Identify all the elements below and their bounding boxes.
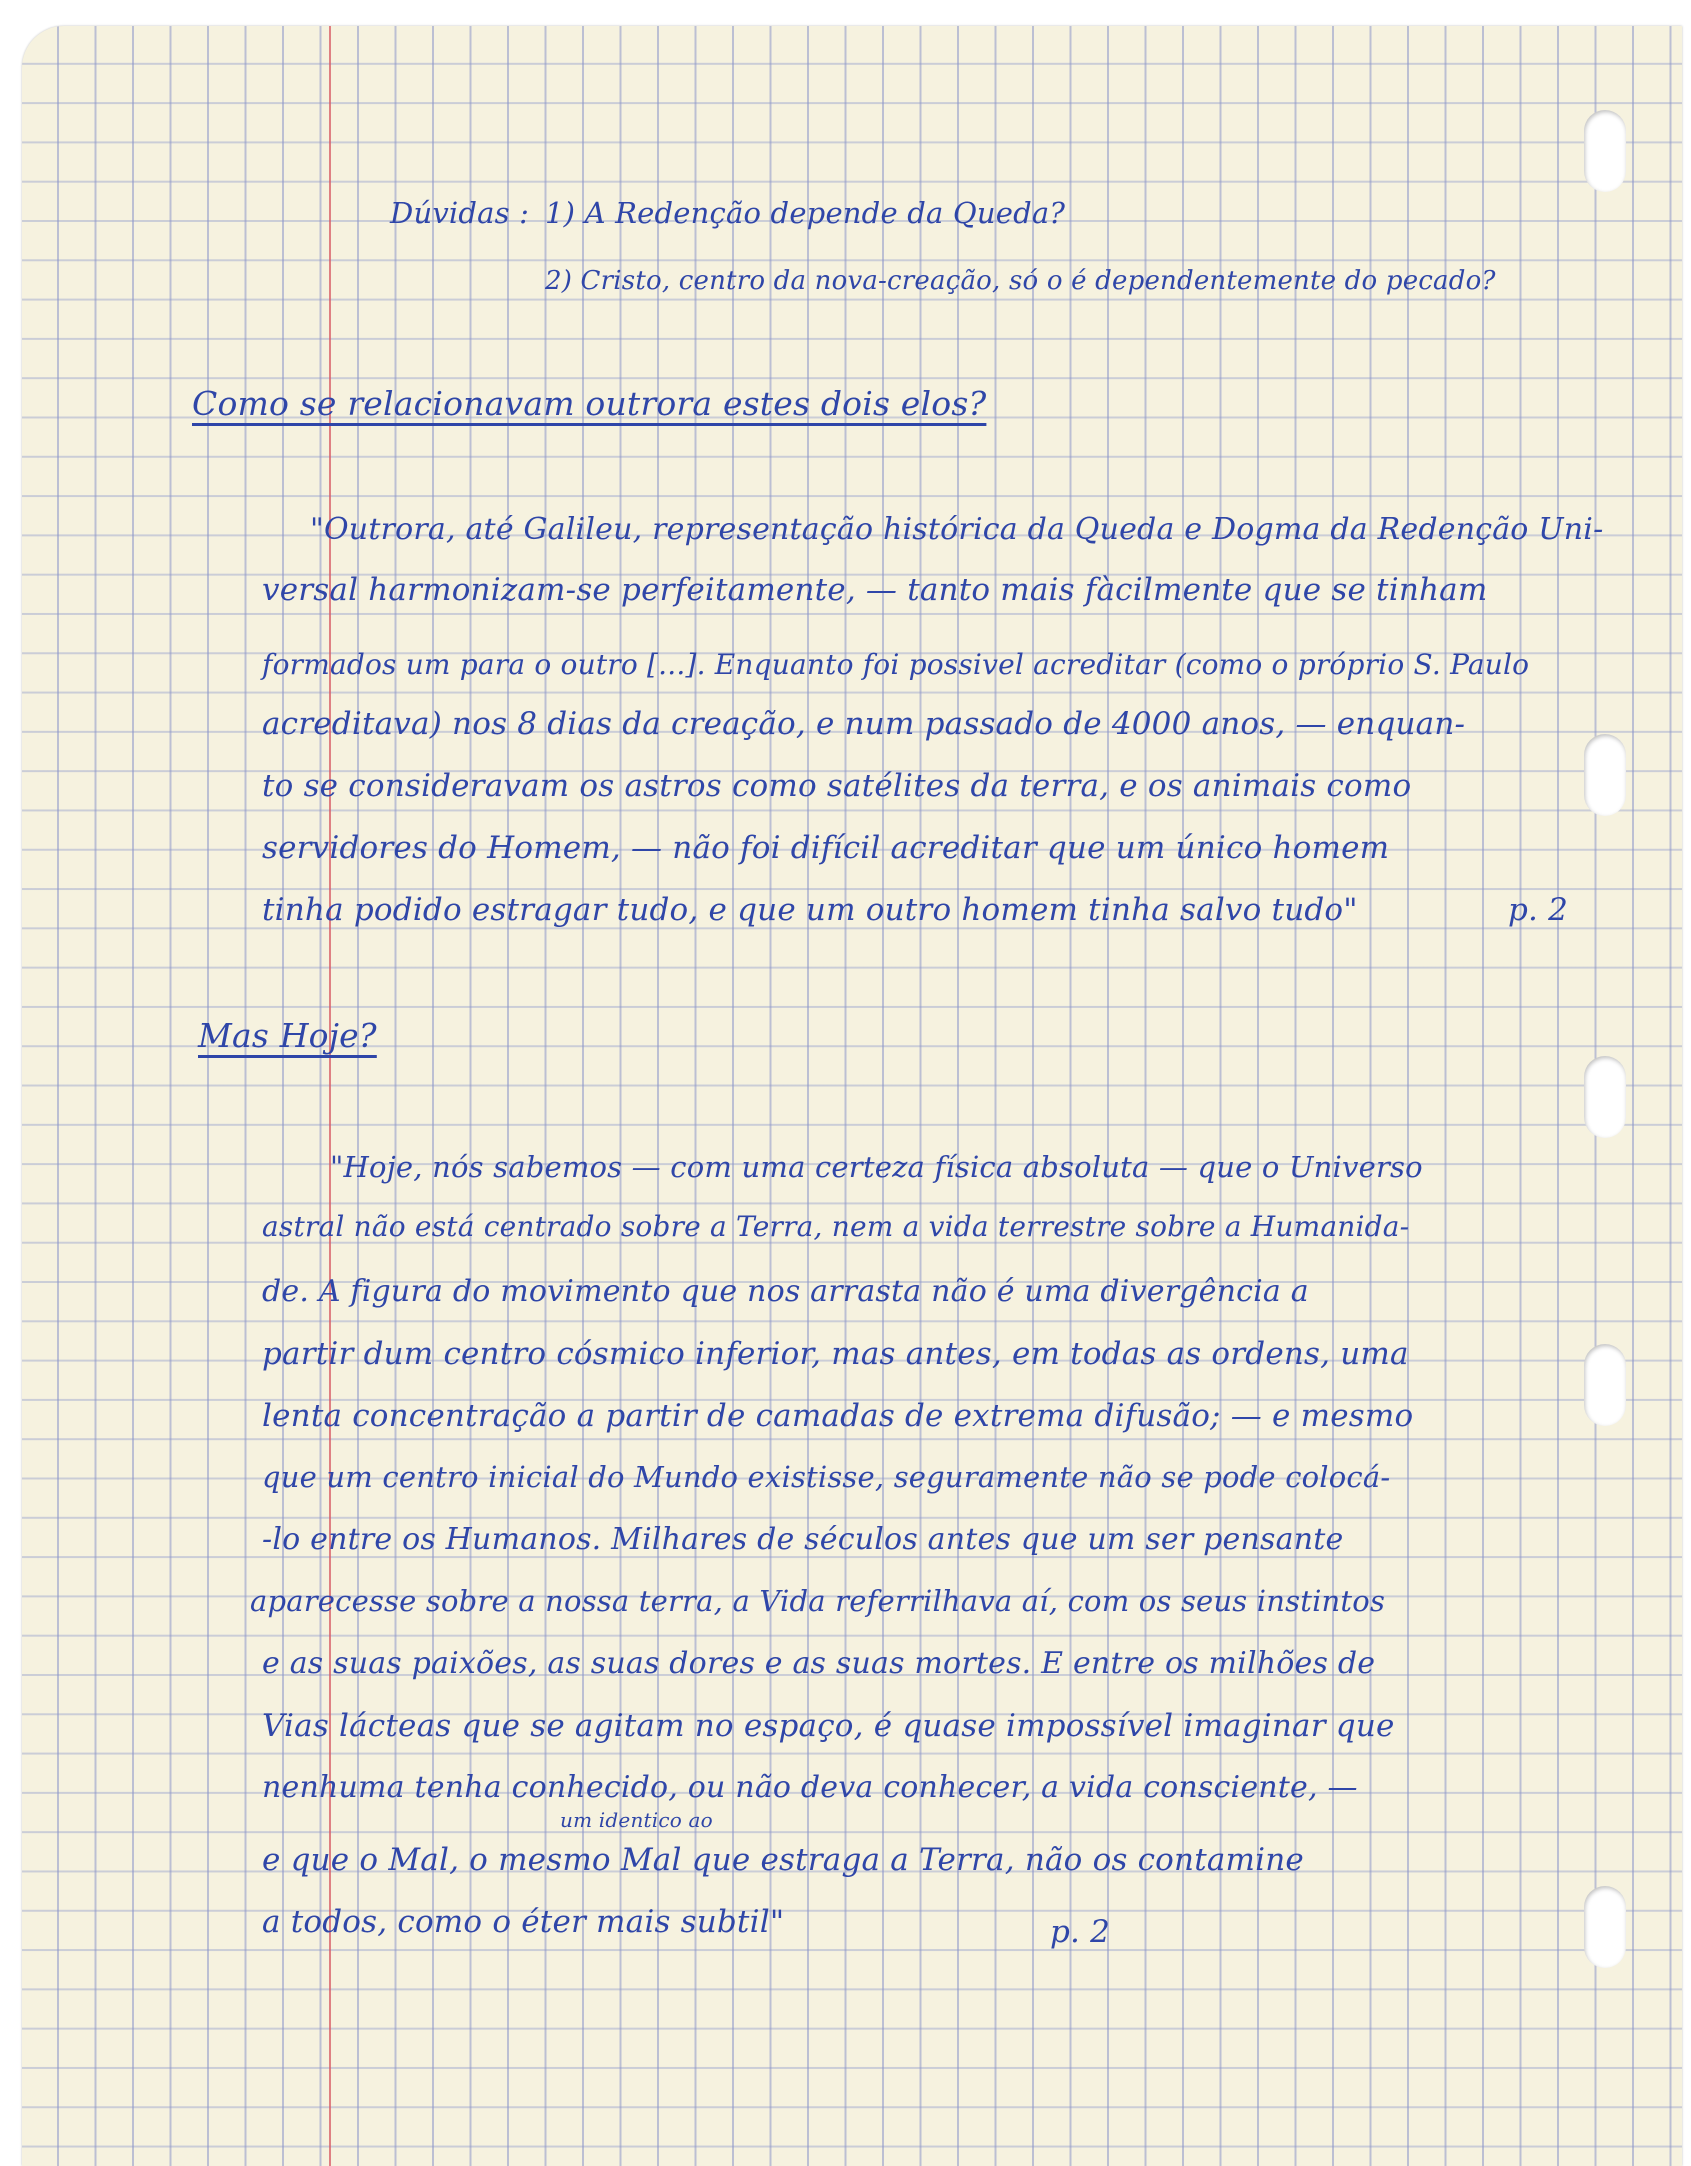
quote-1-line: "Outrora, até Galileu, representação histórica da Queda e Dogma da Redenção Uni- (310, 512, 1604, 547)
quote-2-line: lenta concentração a partir de camadas de extrema difusão; — e mesmo (262, 1398, 1414, 1434)
doubts-label: Dúvidas : (390, 196, 530, 230)
quote-2-line: -lo entre os Humanos. Milhares de séculos antes que um ser pensante (262, 1522, 1344, 1557)
section-heading-2: Mas Hoje? (198, 1016, 377, 1055)
doubt-question-1: 1) A Redenção depende da Queda? (545, 196, 1066, 230)
quote-2-line: e que o Mal, o mesmo Mal que estraga a Terra, não os contamine (262, 1842, 1304, 1878)
section-heading-1: Como se relacionavam outrora estes dois elos? (192, 384, 987, 423)
binder-hole (1584, 1344, 1626, 1426)
quote-2-line: Vias lácteas que se agitam no espaço, é quase impossível imaginar que (262, 1708, 1395, 1744)
quote-2-line: astral não está centrado sobre a Terra, nem a vida terrestre sobre a Humanida- (262, 1210, 1410, 1243)
quote-2-line: nenhuma tenha conhecido, ou não deva conhecer, a vida consciente, — (262, 1770, 1358, 1805)
quote-2-line: "Hoje, nós sabemos — com uma certeza física absoluta — que o Universo (330, 1150, 1423, 1184)
doubt-question-2: 2) Cristo, centro da nova-creação, só o é dependentemente do pecado? (545, 266, 1496, 296)
quote-2-line: que um centro inicial do Mundo existisse, seguramente não se pode colocá- (262, 1460, 1391, 1494)
quote-2-line: aparecesse sobre a nossa terra, a Vida referrilhava aí, com os seus instintos (250, 1584, 1386, 1618)
quote-2-line: de. A figura do movimento que nos arrasta não é uma divergência a (262, 1274, 1309, 1309)
binder-hole (1584, 1056, 1626, 1138)
quote-1-line: formados um para o outro [...]. Enquanto foi possivel acreditar (como o próprio S. Paulo (262, 648, 1530, 681)
quote-2-line: e as suas paixões, as suas dores e as suas mortes. E entre os milhões de (262, 1646, 1376, 1681)
interlinear-insertion: um identico ao (560, 1808, 713, 1832)
binder-hole (1584, 1886, 1626, 1968)
binder-hole (1584, 110, 1626, 192)
quote-1-line: tinha podido estragar tudo, e que um outro homem tinha salvo tudo" (262, 892, 1358, 928)
quote-1-line: acreditava) nos 8 dias da creação, e num passado de 4000 anos, — enquan- (262, 706, 1466, 742)
quote-1-line: to se consideravam os astros como satélites da terra, e os animais como (262, 768, 1412, 804)
page-reference-2: p. 2 (1050, 1914, 1111, 1950)
binder-hole (1584, 734, 1626, 816)
quote-1-line: servidores do Homem, — não foi difícil acreditar que um único homem (262, 830, 1390, 866)
quote-2-line: a todos, como o éter mais subtil" (262, 1904, 785, 1940)
page-reference-1: p. 2 (1508, 892, 1569, 928)
quote-1-line: versal harmonizam-se perfeitamente, — tanto mais fàcilmente que se tinham (262, 572, 1488, 608)
quote-2-line: partir dum centro cósmico inferior, mas antes, em todas as ordens, uma (262, 1336, 1409, 1372)
